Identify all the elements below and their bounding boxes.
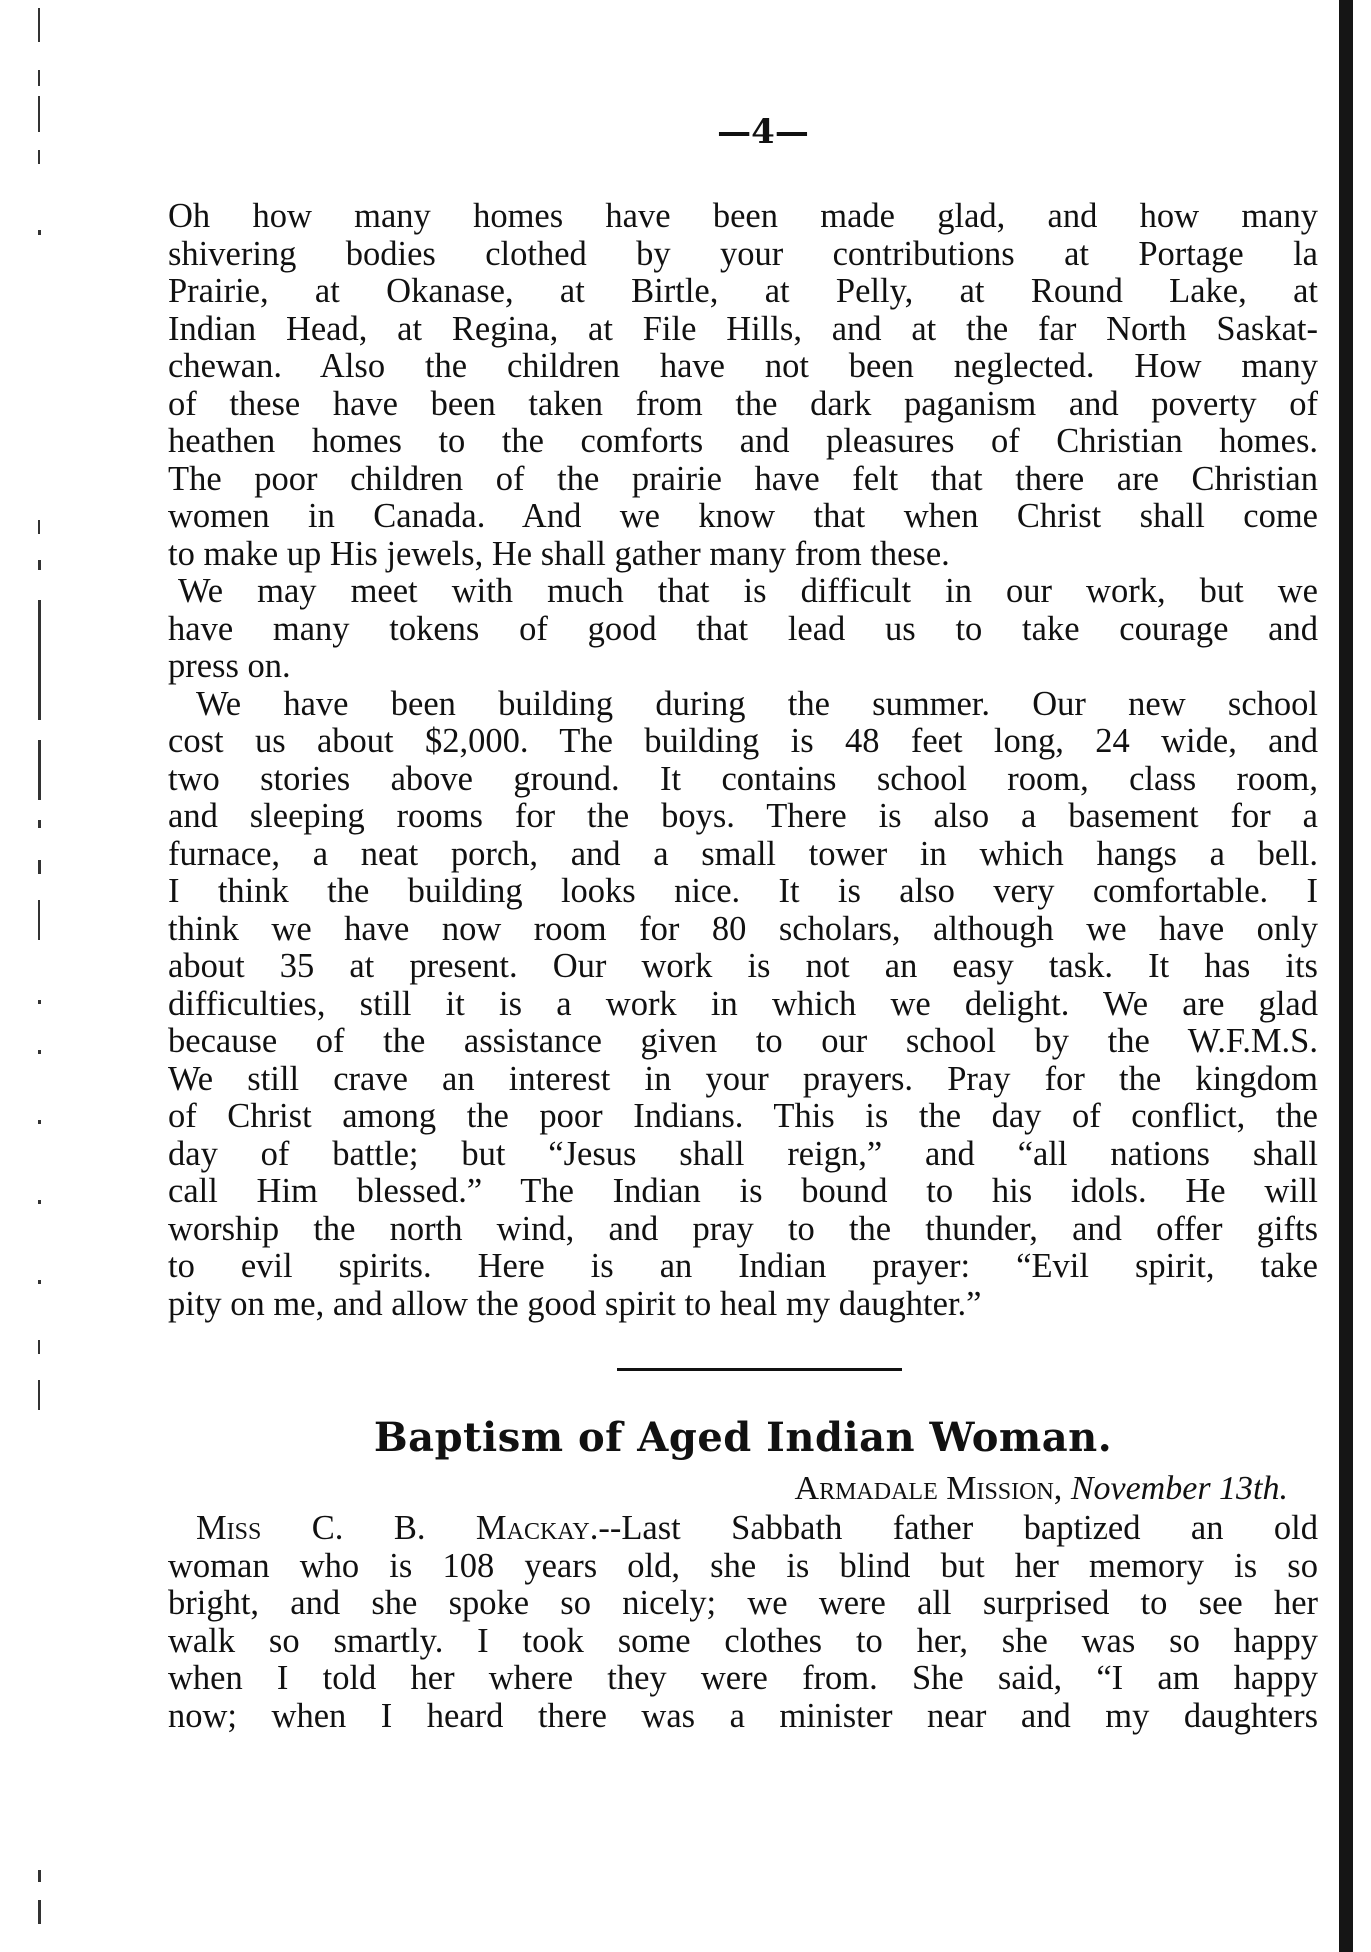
letter-text	[168, 1510, 1318, 1735]
text-line: because of the assistance given to our school by the W.F.M.S.	[168, 1022, 1318, 1060]
body-text	[168, 198, 1318, 1323]
text-line: woman who is 108 years old, she is blind but her memory is so	[168, 1546, 1318, 1585]
text-line: cost us about $2,000. The building is 48 feet long, 24 wide, and	[168, 722, 1318, 760]
text-line: now; when I heard there was a minister near and my daughters	[168, 1696, 1318, 1735]
text-line: walk so smartly. I took some clothes to her, she was so happy	[168, 1621, 1318, 1660]
text-line: women in Canada. And we know that when Christ shall come	[168, 497, 1318, 535]
dateline	[795, 1470, 1288, 1508]
text-line: I think the building looks nice. It is also very comfortable. I	[168, 872, 1318, 910]
text-line: to make up His jewels, He shall gather many from these.	[168, 534, 950, 573]
text-line: of Christ among the poor Indians. This is the day of conflict, the	[168, 1097, 1318, 1135]
text-line: --Last Sabbath father baptized an old	[598, 1509, 1319, 1547]
book-spine-edge	[1339, 0, 1353, 1952]
text-line: press on.	[168, 647, 291, 685]
text-line: Indian Head, at Regina, at File Hills, and at the far North Saskat-	[168, 309, 1318, 348]
dateline-place: Armadale Mission,	[794, 1470, 1063, 1507]
text-line: of these have been taken from the dark paganism and poverty of	[168, 384, 1318, 423]
text-line: to evil spirits. Here is an Indian prayer: “Evil spirit, take	[168, 1247, 1318, 1285]
text-line: We still crave an interest in your prayers. Pray for the kingdom	[168, 1059, 1318, 1098]
letter-author: Miss C. B. Mackay.	[196, 1509, 599, 1547]
text-line: and sleeping rooms for the boys. There is also a basement for a	[168, 797, 1318, 835]
text-line: heathen homes to the comforts and pleasures of Christian homes.	[168, 422, 1318, 460]
text-line: bright, and she spoke so nicely; we were all surprised to see her	[168, 1584, 1318, 1622]
text-line: Prairie, at Okanase, at Birtle, at Pelly, at Round Lake, at	[168, 272, 1318, 310]
text-line: Oh how many homes have been made glad, and how many	[168, 197, 1318, 235]
section-heading: Baptism of Aged Indian Woman.	[373, 1414, 1113, 1461]
text-line: call Him blessed.” The Indian is bound to his idols. He will	[168, 1172, 1318, 1210]
letter-first-line	[168, 1510, 1318, 1548]
dateline-date: November 13th.	[1070, 1470, 1288, 1507]
text-line: difficulties, still it is a work in which we delight. We are glad	[168, 984, 1318, 1023]
text-line: have many tokens of good that lead us to take courage and	[168, 609, 1318, 648]
paragraph-3	[168, 686, 1318, 1324]
page-number: —4—	[717, 112, 809, 152]
text-line: shivering bodies clothed by your contributions at Portage la	[168, 234, 1318, 273]
margin-scan-marks	[38, 0, 58, 1952]
paragraph-2	[168, 573, 1318, 686]
text-line: day of battle; but “Jesus shall reign,” and “all nations shall	[168, 1134, 1318, 1173]
text-line: think we have now room for 80 scholars, although we have only	[168, 909, 1318, 948]
section-divider	[617, 1368, 902, 1371]
paragraph-1	[168, 198, 1318, 573]
text-line: when I told her where they were from. She said, “I am happy	[168, 1659, 1318, 1697]
text-line: worship the north wind, and pray to the thunder, and offer gifts	[168, 1209, 1318, 1248]
text-line: chewan. Also the children have not been neglected. How many	[168, 347, 1318, 385]
text-line: about 35 at present. Our work is not an easy task. It has its	[168, 947, 1318, 985]
text-line: The poor children of the prairie have felt that there are Christian	[168, 459, 1318, 498]
text-line: furnace, a neat porch, and a small tower in which hangs a bell.	[168, 834, 1318, 873]
text-line: pity on me, and allow the good spirit to heal my daughter.”	[168, 1284, 982, 1323]
text-line: We may meet with much that is difficult in our work, but we	[178, 572, 1318, 610]
text-line: We have been building during the summer. Our new school	[196, 684, 1318, 723]
text-line: two stories above ground. It contains school room, class room,	[168, 759, 1318, 798]
